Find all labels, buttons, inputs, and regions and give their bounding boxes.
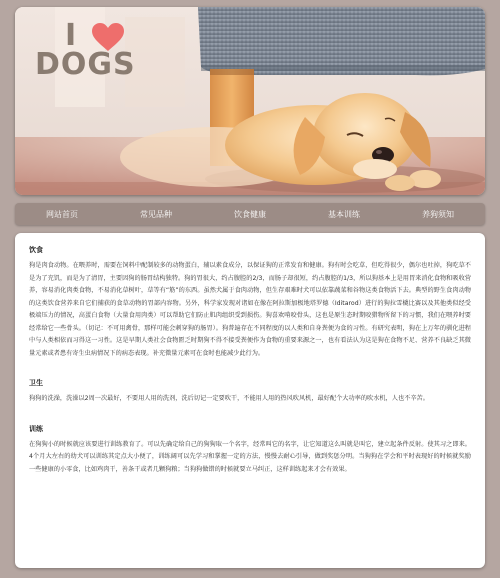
logo-letter: I <box>65 18 77 53</box>
main-nav <box>15 203 485 225</box>
section-title: 饮食 <box>29 246 43 254</box>
content-panel <box>15 233 485 568</box>
section-diet <box>29 245 471 360</box>
section-body: 狗是肉食动物。在喂养时，需要在饲料中配制较多的动物蛋白，辅以素食成分，以保证狗的正常发育和健康。狗有时会吃草，但吃得很少，偶尔也吐掉，狗吃草不是为了充饥，而是为了清胃，主要因狗的肠胃结构独特。狗的胃很大，约占腹腔的2/3，而肠子却很短，约占腹腔的1/3，所以狗基本上是用胃来消化食物和吸收营养，容易消化肉类食物，不易消化草树叶，草等有“筋”的东西。虽然犬属于食肉动物，但生存艰难时犬可以依靠蔬菜和谷物这类食物活下去。典型的野生食肉动物的这类饮食营养来自它们捕获的食草动物的胃部内容物。另外，科学家发现对诸如在像在阿拉斯加极地塔罗德（Iditarod）进行的狗拉雪橇比赛以及其他类似经受极端压力的情况，高蛋白食物（大量食用肉类）可以帮助它们防止肌肉组织受到损伤。狗喜欢啃咬骨头，这也是原生态时期咬猎物所留下的习惯，我们在喂养时要经常给它一些骨头。（切记：不可用禽骨，那样可能会刺穿狗的肠胃）。狗普遍存在不同程度的以人类和自身粪便为食的习性。有研究表明，狗在上万年的驯化进程中与人类相依而习得这一习性。这是早期人类社会食物匮乏时期狗不得不接受粪便作为食物的重要来源之一，也有看法认为这是狗在食物不足、营养不良缺乏其微量元素或者患有寄生虫病情况下的病态表现。补充微量元素可在食时也能减少此行为。 <box>29 262 471 357</box>
section-title: 卫生 <box>29 379 43 387</box>
section-body: 狗狗的洗澡，洗澡以2周一次最好，不要用人用的洗剂，洗后切记一定要吹干，不能用人用的热风吹风机，最好配个大功率的吹水机，人也不辛苦。 <box>29 395 429 402</box>
section-training <box>29 424 471 477</box>
section-title: 训练 <box>29 424 43 433</box>
site-logo[interactable] <box>35 18 145 91</box>
section-body: 在狗狗小的时候就应该要进行训练教育了。可以先确定给自己的狗狗取一个名字，经常叫它的名字，让它知道这么叫就是叫它，建立起条件反射。使其习之即来。4个月大左右的幼犬可以训练其定点大小便了，训练阔可以先学习和掌握一定的方法，慢慢去耐心引导，做到奖惩分明。当狗狗在学会和平时表现好的时候就奖励一些健康的小零食，比如鸡肉干，善条干或者几颗狗粮；当狗狗做错的时候就要立马纠正，这样训练起来才会有效果。 <box>29 440 471 473</box>
logo-word: DOGS <box>35 47 136 82</box>
nav-item-care-tips[interactable]: 养狗须知 <box>422 209 454 219</box>
nav-item-diet-health[interactable]: 饮食健康 <box>234 209 266 219</box>
section-hygiene <box>29 378 471 406</box>
nav-item-training[interactable]: 基本训练 <box>328 209 360 219</box>
nav-item-breeds[interactable]: 常见品种 <box>140 209 172 219</box>
nav-item-home[interactable]: 网站首页 <box>46 209 78 219</box>
header-banner <box>15 7 485 195</box>
